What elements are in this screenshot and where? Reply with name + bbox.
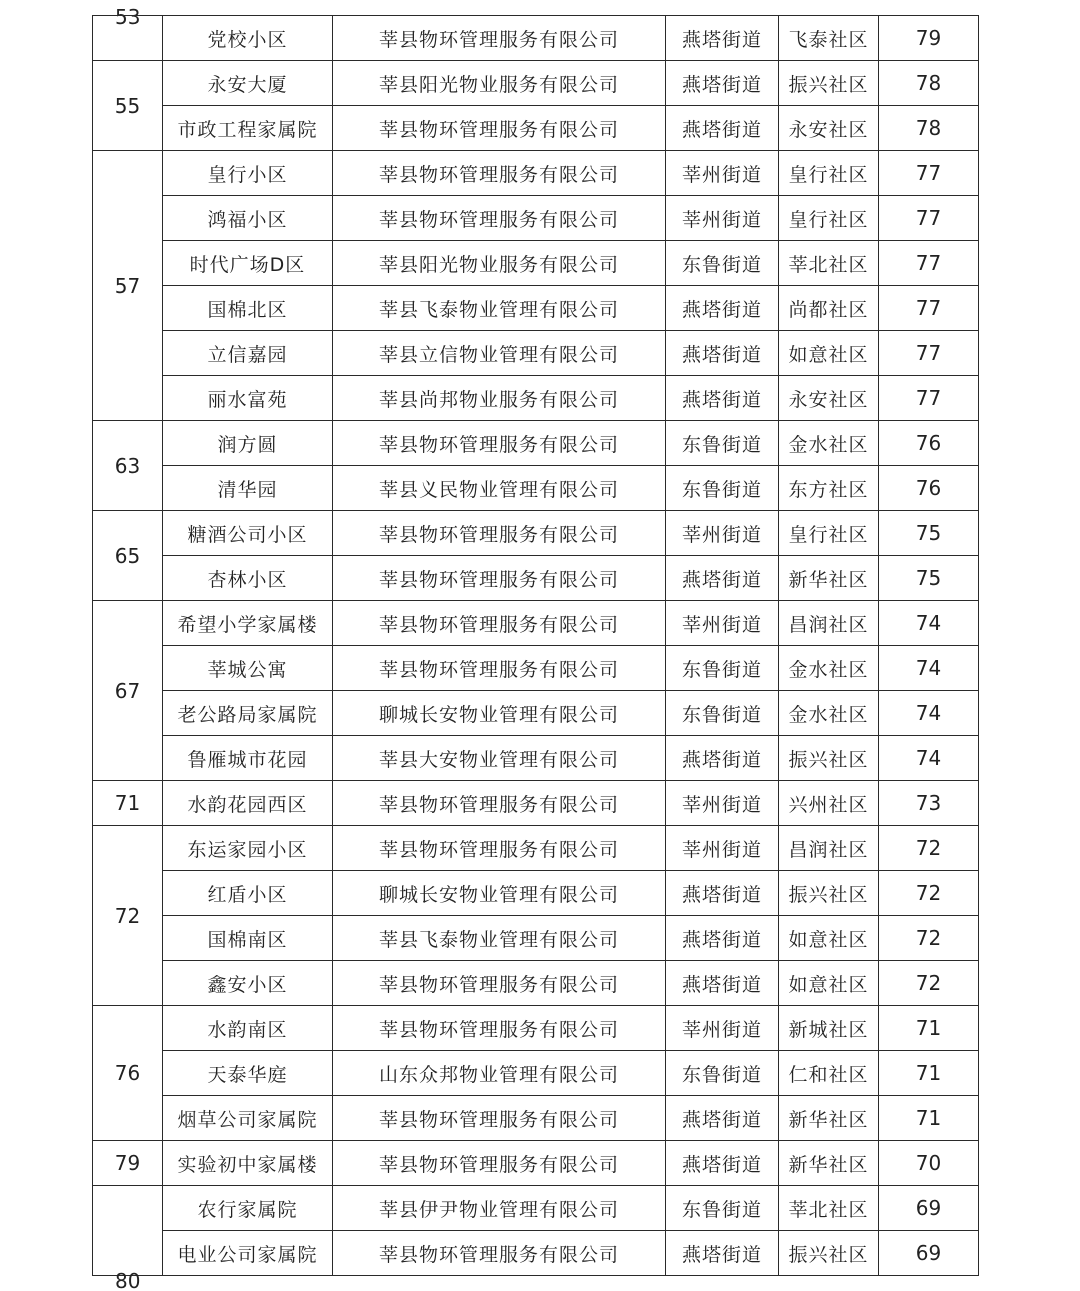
community-cell: 金水社区 xyxy=(779,421,879,466)
community-name-cell: 杏林小区 xyxy=(163,556,333,601)
table-row xyxy=(93,1006,979,1051)
table-row xyxy=(93,736,979,781)
score-cell: 77 xyxy=(879,286,979,331)
street-cell: 燕塔街道 xyxy=(666,1141,779,1186)
community-name-cell: 丽水富苑 xyxy=(163,376,333,421)
street-cell: 东鲁街道 xyxy=(666,1051,779,1096)
community-cell: 新华社区 xyxy=(779,556,879,601)
street-cell: 燕塔街道 xyxy=(666,1231,779,1276)
community-name-cell: 国棉北区 xyxy=(163,286,333,331)
community-name-cell: 水韵花园西区 xyxy=(163,781,333,826)
property-company-cell: 莘县阳光物业服务有限公司 xyxy=(333,241,666,286)
street-cell: 莘州街道 xyxy=(666,826,779,871)
community-name-cell: 润方圆 xyxy=(163,421,333,466)
property-company-cell: 莘县物环管理服务有限公司 xyxy=(333,646,666,691)
table-row xyxy=(93,286,979,331)
street-cell: 东鲁街道 xyxy=(666,691,779,736)
community-name-cell: 农行家属院 xyxy=(163,1186,333,1231)
property-company-cell: 莘县物环管理服务有限公司 xyxy=(333,196,666,241)
rank-cell: 67 xyxy=(93,601,163,781)
community-name-cell: 天泰华庭 xyxy=(163,1051,333,1096)
community-name-cell: 党校小区 xyxy=(163,16,333,61)
property-company-cell: 莘县物环管理服务有限公司 xyxy=(333,106,666,151)
property-company-cell: 山东众邦物业管理有限公司 xyxy=(333,1051,666,1096)
score-cell: 75 xyxy=(879,511,979,556)
community-cell: 昌润社区 xyxy=(779,601,879,646)
table-row xyxy=(93,16,979,61)
table-body xyxy=(93,16,979,1276)
table-row xyxy=(93,241,979,286)
score-cell: 74 xyxy=(879,601,979,646)
score-cell: 76 xyxy=(879,466,979,511)
community-name-cell: 水韵南区 xyxy=(163,1006,333,1051)
community-ranking-table xyxy=(92,15,979,1276)
property-company-cell: 莘县大安物业管理有限公司 xyxy=(333,736,666,781)
table-row xyxy=(93,1231,979,1276)
property-company-cell: 莘县义民物业管理有限公司 xyxy=(333,466,666,511)
score-cell: 69 xyxy=(879,1231,979,1276)
street-cell: 莘州街道 xyxy=(666,1006,779,1051)
property-company-cell: 莘县物环管理服务有限公司 xyxy=(333,1231,666,1276)
property-company-cell: 莘县物环管理服务有限公司 xyxy=(333,961,666,1006)
score-cell: 74 xyxy=(879,691,979,736)
property-company-cell: 莘县飞泰物业管理有限公司 xyxy=(333,286,666,331)
street-cell: 东鲁街道 xyxy=(666,241,779,286)
property-company-cell: 莘县立信物业管理有限公司 xyxy=(333,331,666,376)
street-cell: 东鲁街道 xyxy=(666,646,779,691)
score-cell: 72 xyxy=(879,961,979,1006)
community-cell: 莘北社区 xyxy=(779,241,879,286)
community-name-cell: 烟草公司家属院 xyxy=(163,1096,333,1141)
rank-cell: 65 xyxy=(93,511,163,601)
table-row xyxy=(93,151,979,196)
community-cell: 莘北社区 xyxy=(779,1186,879,1231)
community-cell: 如意社区 xyxy=(779,961,879,1006)
community-cell: 永安社区 xyxy=(779,106,879,151)
property-company-cell: 莘县物环管理服务有限公司 xyxy=(333,781,666,826)
score-cell: 72 xyxy=(879,826,979,871)
score-cell: 78 xyxy=(879,106,979,151)
score-cell: 77 xyxy=(879,331,979,376)
property-company-cell: 莘县物环管理服务有限公司 xyxy=(333,826,666,871)
community-cell: 如意社区 xyxy=(779,916,879,961)
table-row xyxy=(93,1141,979,1186)
rank-cell: 71 xyxy=(93,781,163,826)
community-cell: 金水社区 xyxy=(779,691,879,736)
community-cell: 振兴社区 xyxy=(779,871,879,916)
street-cell: 莘州街道 xyxy=(666,196,779,241)
street-cell: 燕塔街道 xyxy=(666,916,779,961)
table-row xyxy=(93,1051,979,1096)
rank-cell: 63 xyxy=(93,421,163,511)
property-company-cell: 莘县伊尹物业管理有限公司 xyxy=(333,1186,666,1231)
community-name-cell: 市政工程家属院 xyxy=(163,106,333,151)
property-company-cell: 莘县物环管理服务有限公司 xyxy=(333,421,666,466)
community-name-cell: 皇行小区 xyxy=(163,151,333,196)
community-name-cell: 红盾小区 xyxy=(163,871,333,916)
table-row xyxy=(93,1096,979,1141)
score-cell: 77 xyxy=(879,196,979,241)
community-cell: 如意社区 xyxy=(779,331,879,376)
street-cell: 燕塔街道 xyxy=(666,61,779,106)
property-company-cell: 莘县物环管理服务有限公司 xyxy=(333,601,666,646)
street-cell: 东鲁街道 xyxy=(666,421,779,466)
table-row xyxy=(93,916,979,961)
community-cell: 振兴社区 xyxy=(779,736,879,781)
table-row xyxy=(93,511,979,556)
community-cell: 皇行社区 xyxy=(779,511,879,556)
community-name-cell: 永安大厦 xyxy=(163,61,333,106)
score-cell: 74 xyxy=(879,736,979,781)
rank-cell: 55 xyxy=(93,61,163,151)
community-cell: 金水社区 xyxy=(779,646,879,691)
community-name-cell: 老公路局家属院 xyxy=(163,691,333,736)
property-company-cell: 莘县物环管理服务有限公司 xyxy=(333,16,666,61)
street-cell: 燕塔街道 xyxy=(666,106,779,151)
table-row xyxy=(93,646,979,691)
community-name-cell: 立信嘉园 xyxy=(163,331,333,376)
score-cell: 76 xyxy=(879,421,979,466)
community-name-cell: 电业公司家属院 xyxy=(163,1231,333,1276)
community-cell: 东方社区 xyxy=(779,466,879,511)
community-name-cell: 实验初中家属楼 xyxy=(163,1141,333,1186)
property-company-cell: 莘县飞泰物业管理有限公司 xyxy=(333,916,666,961)
community-cell: 尚都社区 xyxy=(779,286,879,331)
table-row xyxy=(93,421,979,466)
community-cell: 振兴社区 xyxy=(779,1231,879,1276)
community-name-cell: 东运家园小区 xyxy=(163,826,333,871)
score-cell: 71 xyxy=(879,1051,979,1096)
community-cell: 新华社区 xyxy=(779,1096,879,1141)
score-cell: 77 xyxy=(879,151,979,196)
property-company-cell: 莘县物环管理服务有限公司 xyxy=(333,1096,666,1141)
street-cell: 燕塔街道 xyxy=(666,286,779,331)
cut-off-rank-bottom: 80 xyxy=(115,1269,141,1291)
score-cell: 72 xyxy=(879,871,979,916)
property-company-cell: 莘县物环管理服务有限公司 xyxy=(333,1141,666,1186)
community-name-cell: 鲁雁城市花园 xyxy=(163,736,333,781)
table-row xyxy=(93,691,979,736)
street-cell: 莘州街道 xyxy=(666,151,779,196)
street-cell: 燕塔街道 xyxy=(666,1096,779,1141)
community-name-cell: 鑫安小区 xyxy=(163,961,333,1006)
street-cell: 燕塔街道 xyxy=(666,556,779,601)
score-cell: 77 xyxy=(879,376,979,421)
table-row xyxy=(93,871,979,916)
community-name-cell: 时代广场D区 xyxy=(163,241,333,286)
score-cell: 75 xyxy=(879,556,979,601)
table-row xyxy=(93,781,979,826)
community-cell: 永安社区 xyxy=(779,376,879,421)
community-cell: 新华社区 xyxy=(779,1141,879,1186)
score-cell: 79 xyxy=(879,16,979,61)
street-cell: 燕塔街道 xyxy=(666,871,779,916)
community-cell: 皇行社区 xyxy=(779,196,879,241)
cut-off-rank-top: 53 xyxy=(115,5,141,29)
street-cell: 莘州街道 xyxy=(666,781,779,826)
score-cell: 69 xyxy=(879,1186,979,1231)
table-row xyxy=(93,466,979,511)
community-cell: 飞泰社区 xyxy=(779,16,879,61)
score-cell: 74 xyxy=(879,646,979,691)
community-cell: 皇行社区 xyxy=(779,151,879,196)
rank-cell: 79 xyxy=(93,1141,163,1186)
property-company-cell: 聊城长安物业管理有限公司 xyxy=(333,871,666,916)
community-name-cell: 鸿福小区 xyxy=(163,196,333,241)
score-cell: 78 xyxy=(879,61,979,106)
street-cell: 燕塔街道 xyxy=(666,331,779,376)
rank-cell xyxy=(93,1186,163,1276)
community-name-cell: 希望小学家属楼 xyxy=(163,601,333,646)
community-name-cell: 莘城公寓 xyxy=(163,646,333,691)
score-cell: 77 xyxy=(879,241,979,286)
community-cell: 振兴社区 xyxy=(779,61,879,106)
score-cell: 72 xyxy=(879,916,979,961)
street-cell: 东鲁街道 xyxy=(666,466,779,511)
score-cell: 70 xyxy=(879,1141,979,1186)
rank-cell: 57 xyxy=(93,151,163,421)
property-company-cell: 莘县物环管理服务有限公司 xyxy=(333,1006,666,1051)
street-cell: 莘州街道 xyxy=(666,601,779,646)
table-row xyxy=(93,196,979,241)
table-row xyxy=(93,331,979,376)
community-cell: 新城社区 xyxy=(779,1006,879,1051)
property-company-cell: 莘县物环管理服务有限公司 xyxy=(333,556,666,601)
street-cell: 燕塔街道 xyxy=(666,376,779,421)
score-cell: 71 xyxy=(879,1096,979,1141)
community-cell: 兴州社区 xyxy=(779,781,879,826)
table-row xyxy=(93,376,979,421)
property-company-cell: 聊城长安物业管理有限公司 xyxy=(333,691,666,736)
community-name-cell: 清华园 xyxy=(163,466,333,511)
community-cell: 昌润社区 xyxy=(779,826,879,871)
property-company-cell: 莘县物环管理服务有限公司 xyxy=(333,151,666,196)
street-cell: 东鲁街道 xyxy=(666,1186,779,1231)
table-row xyxy=(93,556,979,601)
table-row xyxy=(93,106,979,151)
community-name-cell: 糖酒公司小区 xyxy=(163,511,333,556)
property-company-cell: 莘县物环管理服务有限公司 xyxy=(333,511,666,556)
property-company-cell: 莘县尚邦物业服务有限公司 xyxy=(333,376,666,421)
rank-cell: 72 xyxy=(93,826,163,1006)
street-cell: 燕塔街道 xyxy=(666,961,779,1006)
street-cell: 莘州街道 xyxy=(666,511,779,556)
table-row xyxy=(93,826,979,871)
table-row xyxy=(93,1186,979,1231)
community-name-cell: 国棉南区 xyxy=(163,916,333,961)
score-cell: 73 xyxy=(879,781,979,826)
rank-cell xyxy=(93,16,163,61)
score-cell: 71 xyxy=(879,1006,979,1051)
table-row xyxy=(93,961,979,1006)
rank-cell: 76 xyxy=(93,1006,163,1141)
street-cell: 燕塔街道 xyxy=(666,16,779,61)
table-row xyxy=(93,601,979,646)
street-cell: 燕塔街道 xyxy=(666,736,779,781)
property-company-cell: 莘县阳光物业服务有限公司 xyxy=(333,61,666,106)
community-cell: 仁和社区 xyxy=(779,1051,879,1096)
table-row xyxy=(93,61,979,106)
